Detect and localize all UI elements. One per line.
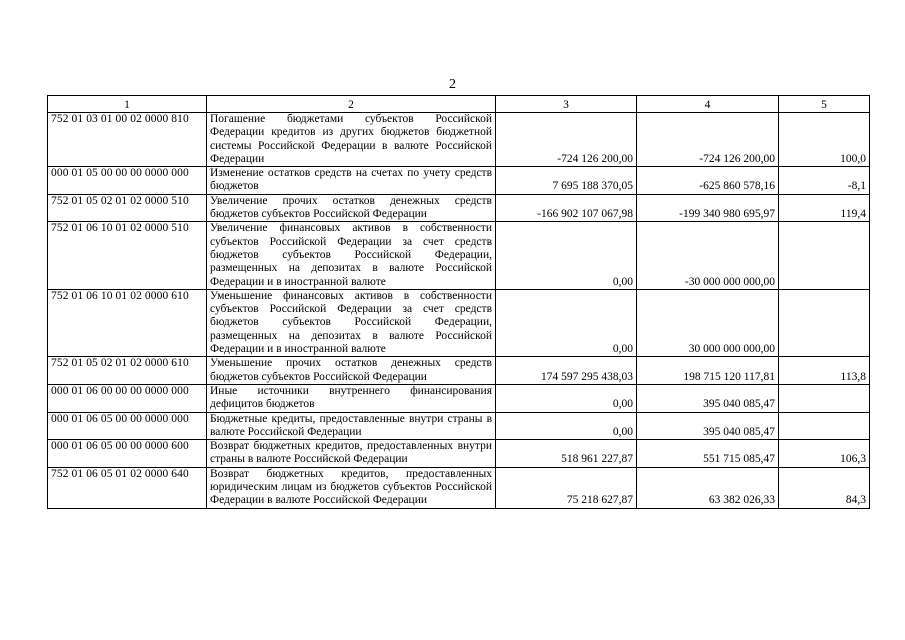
column-header-2: 2 [207,96,496,113]
value-col3-cell: 0,00 [496,384,637,412]
percent-cell: 119,4 [779,194,870,222]
value-col4-cell: 63 382 026,33 [637,467,779,508]
table-row [48,357,870,385]
budget-code-cell: 000 01 06 00 00 00 0000 000 [48,384,207,412]
description-cell: Иные источники внутреннего финансирования дефицитов бюджетов [207,384,496,412]
table-row [48,289,870,356]
value-col4-cell: -199 340 980 695,97 [637,194,779,222]
table-row [48,467,870,508]
value-col4-cell: 198 715 120 117,81 [637,357,779,385]
budget-code-cell: 752 01 05 02 01 02 0000 510 [48,194,207,222]
table-row [48,194,870,222]
column-header-4: 4 [637,96,779,113]
budget-code-cell: 752 01 06 10 01 02 0000 610 [48,289,207,356]
percent-cell: 113,8 [779,357,870,385]
description-cell: Увеличение прочих остатков денежных средств бюджетов субъектов Российской Федерации [207,194,496,222]
budget-code-cell: 000 01 06 05 00 00 0000 000 [48,412,207,440]
value-col3-cell: -166 902 107 067,98 [496,194,637,222]
percent-cell [779,412,870,440]
value-col3-cell: 174 597 295 438,03 [496,357,637,385]
percent-cell: 84,3 [779,467,870,508]
header-row [48,96,870,113]
value-col4-cell: -724 126 200,00 [637,113,779,167]
value-col4-cell: 395 040 085,47 [637,412,779,440]
column-header-3: 3 [496,96,637,113]
budget-code-cell: 752 01 03 01 00 02 0000 810 [48,113,207,167]
description-cell: Уменьшение финансовых активов в собственности субъектов Российской Федерации за счет средств бюджетов субъектов Российской Федерации, размещенных на депозитах в валюте Российской Федерации и в иностранной валюте [207,289,496,356]
value-col3-cell: 7 695 188 370,05 [496,167,637,195]
description-cell: Возврат бюджетных кредитов, предоставленных юридическим лицам из бюджетов субъектов Российской Федерации в валюте Российской Федерации [207,467,496,508]
table-row [48,384,870,412]
description-cell: Изменение остатков средств на счетах по учету средств бюджетов [207,167,496,195]
budget-code-cell: 752 01 05 02 01 02 0000 610 [48,357,207,385]
percent-cell [779,222,870,289]
percent-cell [779,384,870,412]
table-row [48,113,870,167]
value-col4-cell: 30 000 000 000,00 [637,289,779,356]
table-row [48,222,870,289]
value-col3-cell: 75 218 627,87 [496,467,637,508]
page-number: 2 [449,77,456,92]
budget-sources-table [47,95,870,509]
description-cell: Возврат бюджетных кредитов, предоставленных внутри страны в валюте Российской Федерации [207,440,496,468]
percent-cell: 100,0 [779,113,870,167]
percent-cell: 106,3 [779,440,870,468]
description-cell: Уменьшение прочих остатков денежных средств бюджетов субъектов Российской Федерации [207,357,496,385]
value-col3-cell: 0,00 [496,289,637,356]
value-col3-cell: -724 126 200,00 [496,113,637,167]
budget-code-cell: 752 01 06 05 01 02 0000 640 [48,467,207,508]
budget-code-cell: 752 01 06 10 01 02 0000 510 [48,222,207,289]
column-header-1: 1 [48,96,207,113]
value-col4-cell: 551 715 085,47 [637,440,779,468]
table-row [48,412,870,440]
value-col4-cell: -625 860 578,16 [637,167,779,195]
description-cell: Погашение бюджетами субъектов Российской Федерации кредитов из других бюджетов бюджетной системы Российской Федерации в валюте Российской Федерации [207,113,496,167]
table-row [48,167,870,195]
description-cell: Увеличение финансовых активов в собственности субъектов Российской Федерации за счет средств бюджетов субъектов Российской Федерации, размещенных на депозитах в валюте Российской Федерации и в иностранной валюте [207,222,496,289]
value-col4-cell: 395 040 085,47 [637,384,779,412]
description-cell: Бюджетные кредиты, предоставленные внутри страны в валюте Российской Федерации [207,412,496,440]
value-col3-cell: 0,00 [496,222,637,289]
percent-cell [779,289,870,356]
budget-code-cell: 000 01 05 00 00 00 0000 000 [48,167,207,195]
column-header-5: 5 [779,96,870,113]
budget-code-cell: 000 01 06 05 00 00 0000 600 [48,440,207,468]
value-col4-cell: -30 000 000 000,00 [637,222,779,289]
table-row [48,440,870,468]
value-col3-cell: 0,00 [496,412,637,440]
value-col3-cell: 518 961 227,87 [496,440,637,468]
percent-cell: -8,1 [779,167,870,195]
